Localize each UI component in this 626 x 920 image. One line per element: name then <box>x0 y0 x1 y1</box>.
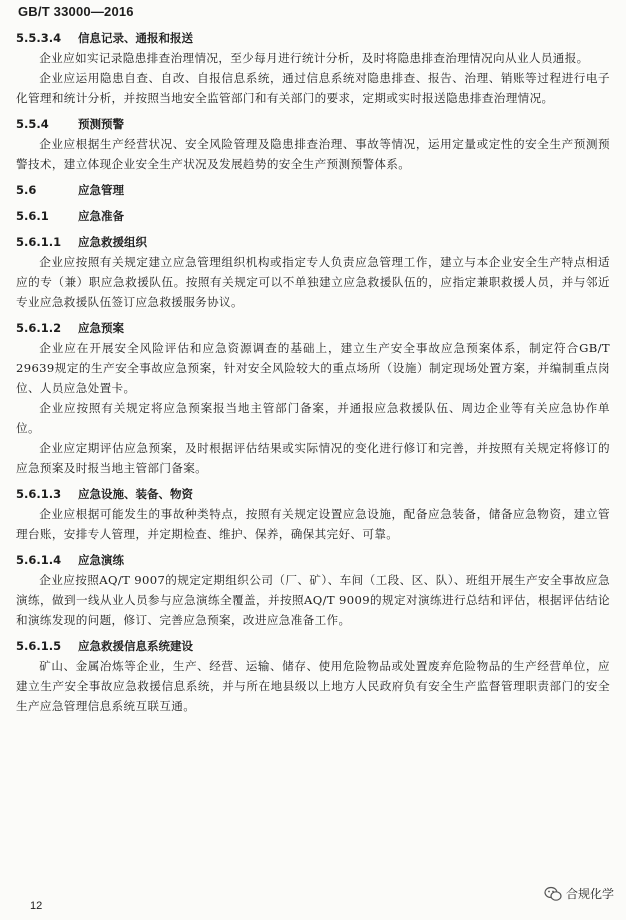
section-title: 应急准备 <box>78 209 124 223</box>
section-heading <box>16 234 610 250</box>
section-heading <box>16 486 610 502</box>
section-title: 应急管理 <box>78 183 124 197</box>
section-heading <box>16 552 610 568</box>
section-number: 5.6 <box>16 183 37 197</box>
section-title: 信息记录、通报和报送 <box>78 31 193 45</box>
paragraph: 企业应在开展安全风险评估和应急资源调查的基础上，建立生产安全事故应急预案体系，制定符合GB/T 29639规定的生产安全事故应急预案，针对安全风险较大的重点场所（设施）制定现场处置方案，并编制重点岗位、人员应急处置卡。 <box>16 341 610 395</box>
section-5-5-3-4 <box>16 30 610 108</box>
section-heading <box>16 320 610 336</box>
paragraph: 企业应运用隐患自查、自改、自报信息系统，通过信息系统对隐患排查、报告、治理、销账等过程进行电子化管理和统计分析，并按照当地安全监管部门和有关部门的要求，定期或实时报送隐患排查治理情况。 <box>16 71 610 105</box>
section-title: 预测预警 <box>78 117 124 131</box>
paragraph: 企业应如实记录隐患排查治理情况，至少每月进行统计分析，及时将隐患排查治理情况向从业人员通报。 <box>39 51 589 65</box>
section-number: 5.6.1.2 <box>16 321 62 335</box>
paragraph: 矿山、金属冶炼等企业，生产、经营、运输、储存、使用危险物品或处置废弃危险物品的生产经营单位，应建立生产安全事故应急救援信息系统，并与所在地县级以上地方人民政府负有安全生产监督管理职责部门的安全生产应急管理信息系统互联互通。 <box>16 659 610 713</box>
section-title: 应急救援组织 <box>78 235 147 249</box>
paragraph: 企业应根据可能发生的事故种类特点，按照有关规定设置应急设施，配备应急装备，储备应急物资，建立管理台账，安排专人管理，并定期检查、维护、保养，确保其完好、可靠。 <box>16 507 610 541</box>
section-5-6-1-5 <box>16 638 610 716</box>
section-number: 5.6.1.3 <box>16 487 62 501</box>
section-5-6-1 <box>16 208 610 224</box>
paragraph: 企业应按照AQ/T 9007的规定定期组织公司（厂、矿）、车间（工段、区、队）、班组开展生产安全事故应急演练，做到一线从业人员参与应急演练全覆盖，并按照AQ/T 9009的规定对演练进行总结和评估，根据评估结论和演练发现的问题，修订、完善应急预案，改进应急准备工作。 <box>16 573 610 627</box>
document-body <box>16 30 610 716</box>
section-5-6-1-3 <box>16 486 610 544</box>
section-number: 5.5.3.4 <box>16 31 62 45</box>
section-heading <box>16 116 610 132</box>
paragraph: 企业应根据生产经营状况、安全风险管理及隐患排查治理、事故等情况，运用定量或定性的安全生产预测预警技术，建立体现企业安全生产状况及发展趋势的安全生产预测预警体系。 <box>16 137 610 171</box>
wechat-icon <box>544 886 562 902</box>
paragraph: 企业应按照有关规定将应急预案报当地主管部门备案，并通报应急救援队伍、周边企业等有关应急协作单位。 <box>16 401 610 435</box>
section-number: 5.5.4 <box>16 117 49 131</box>
page-number: 12 <box>30 900 43 912</box>
watermark <box>544 885 614 902</box>
standard-code-header: GB/T 33000—2016 <box>18 4 134 19</box>
section-title: 应急救援信息系统建设 <box>78 639 193 653</box>
section-number: 5.6.1.1 <box>16 235 62 249</box>
section-title: 应急设施、装备、物资 <box>78 487 193 501</box>
section-heading <box>16 30 610 46</box>
paragraph: 企业应按照有关规定建立应急管理组织机构或指定专人负责应急管理工作，建立与本企业安全生产特点相适应的专（兼）职应急救援队伍。按照有关规定可以不单独建立应急救援队伍的，应指定兼职救援人员，并与邻近专业应急救援队伍签订应急救援服务协议。 <box>16 255 610 309</box>
section-number: 5.6.1.4 <box>16 553 62 567</box>
watermark-text: 合规化学 <box>565 887 614 901</box>
section-title: 应急演练 <box>78 553 124 567</box>
section-5-5-4 <box>16 116 610 174</box>
section-heading <box>16 182 610 198</box>
section-5-6-1-1 <box>16 234 610 312</box>
section-5-6-1-4 <box>16 552 610 630</box>
section-number: 5.6.1 <box>16 209 49 223</box>
section-title: 应急预案 <box>78 321 124 335</box>
section-5-6-1-2 <box>16 320 610 478</box>
section-5-6 <box>16 182 610 198</box>
section-heading <box>16 208 610 224</box>
section-heading <box>16 638 610 654</box>
paragraph: 企业应定期评估应急预案，及时根据评估结果或实际情况的变化进行修订和完善，并按照有关规定将修订的应急预案及时报当地主管部门备案。 <box>16 441 610 475</box>
section-number: 5.6.1.5 <box>16 639 62 653</box>
